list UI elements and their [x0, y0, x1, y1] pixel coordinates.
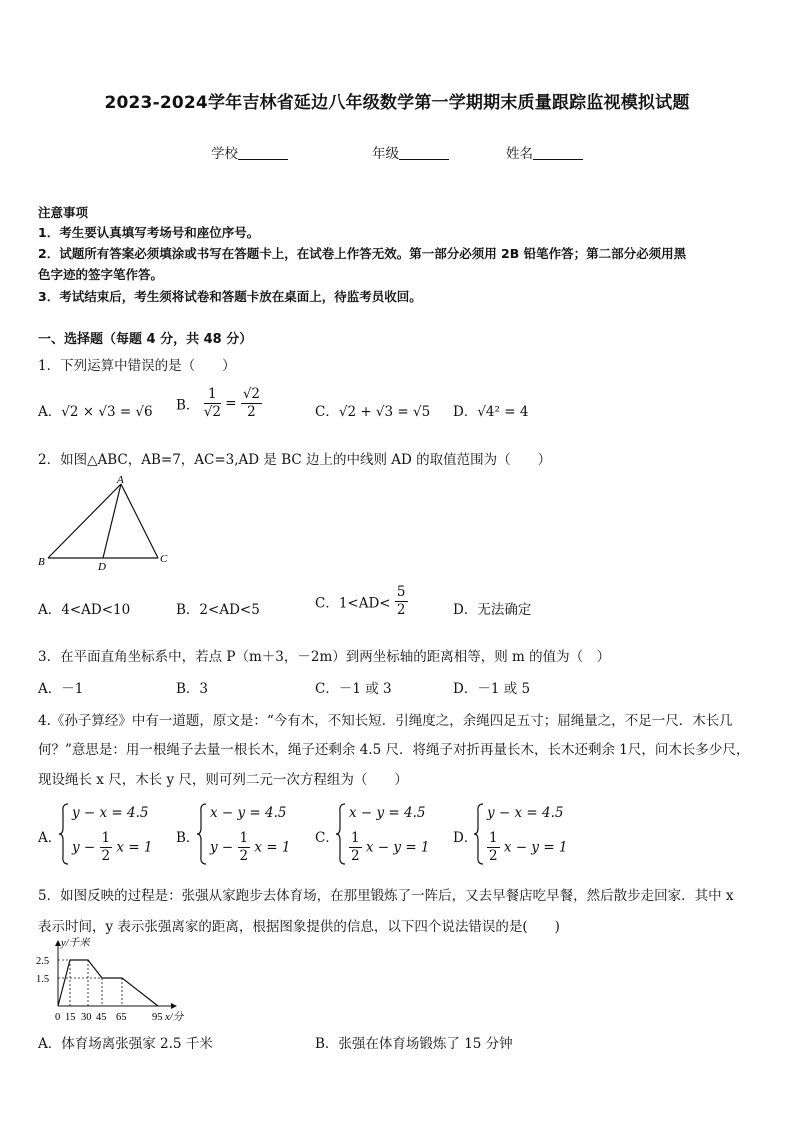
question-2-stem: 2．如图△ABC，AB=7，AC=3,AD 是 BC 边上的中线则 AD 的取值范围为（ ） [38, 452, 552, 468]
question-5-line: 表示时间，y 表示张强离家的距离，根据图象提供的信息，以下四个说法错误的是( ) [38, 919, 560, 935]
q4-d-equation-2: $\frac{1}{2}$ x − y = 1 [489, 830, 568, 864]
q1-option-a-expr: √2 × √3 = √6 [61, 404, 153, 420]
q4-option-b-label[interactable]: B． [176, 830, 200, 846]
x-tick-label: 95 [152, 1012, 163, 1023]
q1-option-d-expr: √4² = 4 [477, 404, 529, 420]
page-title: 2023-2024学年吉林省延边八年级数学第一学期期末质量跟踪监视模拟试题 [104, 93, 690, 113]
side-ab [48, 484, 121, 558]
median-ad [103, 484, 121, 558]
name-label: 姓名 [506, 146, 533, 162]
q1-option-c[interactable]: C．√2 + √3 = √5 [315, 404, 431, 420]
brace-icon [335, 802, 347, 866]
notes-title: 注意事项 [38, 205, 89, 220]
brace-icon [58, 802, 70, 866]
q4-c-equation-2: $\frac{1}{2}$ x − y = 1 [351, 830, 430, 864]
name-blank [533, 146, 583, 160]
vertex-b-label: B [38, 556, 45, 568]
q2-option-a[interactable]: A．4<AD<10 [38, 602, 131, 618]
x-tick-label: 65 [116, 1012, 127, 1023]
school-blank [238, 146, 288, 160]
q4-option-a-label[interactable]: A． [38, 830, 62, 846]
question-3-stem: 3．在平面直角坐标系中，若点 P（m＋3，－2m）到两坐标轴的距离相等，则 m 的值为（ ） [38, 649, 611, 665]
q4-a-equation-2: y − $\frac{1}{2}$ x = 1 [72, 830, 153, 864]
side-ac [121, 484, 158, 558]
q3-option-d[interactable]: D．－1 或 5 [453, 681, 531, 697]
note-item: 3．考试结束后，考生须将试卷和答题卡放在桌面上，待监考员收回。 [38, 289, 422, 304]
q1-b-fraction-right: $\frac{√2}{2}$ [242, 386, 261, 420]
note-item: 1．考生要认真填写考场号和座位序号。 [38, 225, 260, 240]
triangle-figure [36, 474, 176, 572]
vertex-c-label: C [160, 553, 168, 565]
q4-option-c-label[interactable]: C． [315, 830, 339, 846]
question-4-line: 4.《孙子算经》中有一道题，原文是：“今有木，不知长短．引绳度之，余绳四足五寸；屈绳量之，不足一尺．木长几 [38, 713, 733, 729]
question-4-line: 现设绳长 x 尺，木长 y 尺，则可列二元一次方程组为（ ） [38, 772, 408, 788]
grade-field[interactable] [372, 142, 449, 162]
distance-time-graph [36, 936, 206, 1024]
q1-option-c-expr: √2 + √3 = √5 [338, 404, 431, 420]
section-heading: 一、选择题（每题 4 分，共 48 分） [38, 332, 253, 347]
q3-option-a[interactable]: A．－1 [38, 681, 84, 697]
question-5-line: 5．如图反映的过程是：张强从家跑步去体育场，在那里锻炼了一阵后，又去早餐店吃早餐，然后散步走回家．其中 x [38, 888, 734, 904]
brace-icon [196, 802, 208, 866]
q4-b-equation-2: y − $\frac{1}{2}$ x = 1 [210, 830, 291, 864]
x-tick-label: 30 [81, 1012, 92, 1023]
q1-option-b[interactable]: B． $\frac{1}{√2}$ = $\frac{√2}{2}$ [176, 386, 261, 420]
q2-option-d[interactable]: D．无法确定 [453, 602, 532, 618]
q4-option-d-label[interactable]: D． [453, 830, 478, 846]
q2-option-c[interactable]: C．1<AD< $\frac{5}{2}$ [315, 584, 406, 618]
school-field[interactable] [211, 142, 288, 162]
school-label: 学校 [211, 146, 238, 162]
q4-d-equation-1: y − x = 4.5 [487, 805, 564, 821]
q4-c-equation-1: x − y = 4.5 [349, 805, 426, 821]
x-axis-label: x/分 [165, 1012, 184, 1023]
q4-b-equation-1: x − y = 4.5 [210, 805, 287, 821]
q4-a-equation-1: y − x = 4.5 [72, 805, 149, 821]
x-tick-label: 0 [55, 1012, 61, 1023]
q3-option-c[interactable]: C．－1 或 3 [315, 681, 392, 697]
distance-polyline [58, 960, 158, 1006]
y-tick-label: 1.5 [36, 974, 50, 985]
grade-blank [399, 146, 449, 160]
x-tick-label: 45 [96, 1012, 107, 1023]
q2-c-fraction: $\frac{5}{2}$ [396, 584, 406, 618]
q5-option-a[interactable]: A．体育场离张强家 2.5 千米 [38, 1036, 213, 1052]
question-4-line: 何？”意思是：用一根绳子去量一根长木，绳子还剩余 4.5 尺．将绳子对折再量长木，长木还剩余 1尺，问木长多少尺， [38, 742, 750, 758]
q1-option-a[interactable]: A．√2 × √3 = √6 [38, 404, 153, 420]
q1-option-d[interactable]: D．√4² = 4 [453, 404, 529, 420]
brace-icon [473, 802, 485, 866]
y-axis-label: y/千米 [61, 938, 90, 949]
q3-option-b[interactable]: B．3 [176, 681, 209, 697]
note-item: 色字迹的签字笔作答。 [38, 267, 164, 282]
y-tick-label: 2.5 [36, 956, 50, 967]
question-1-stem: 1．下列运算中错误的是（ ） [38, 358, 236, 374]
note-item: 2．试题所有答案必须填涂或书写在答题卡上，在试卷上作答无效。第一部分必须用 2B 铅笔作答；第二部分必须用黑 [38, 246, 687, 261]
q2-option-b[interactable]: B．2<AD<5 [176, 602, 260, 618]
vertex-a-label: A [117, 474, 124, 486]
q5-option-b[interactable]: B．张强在体育场锻炼了 15 分钟 [315, 1036, 513, 1052]
grade-label: 年级 [372, 146, 399, 162]
q1-b-fraction-left: $\frac{1}{√2}$ [203, 386, 221, 420]
x-tick-label: 15 [65, 1012, 76, 1023]
vertex-d-label: D [98, 561, 106, 572]
name-field[interactable] [506, 142, 583, 162]
